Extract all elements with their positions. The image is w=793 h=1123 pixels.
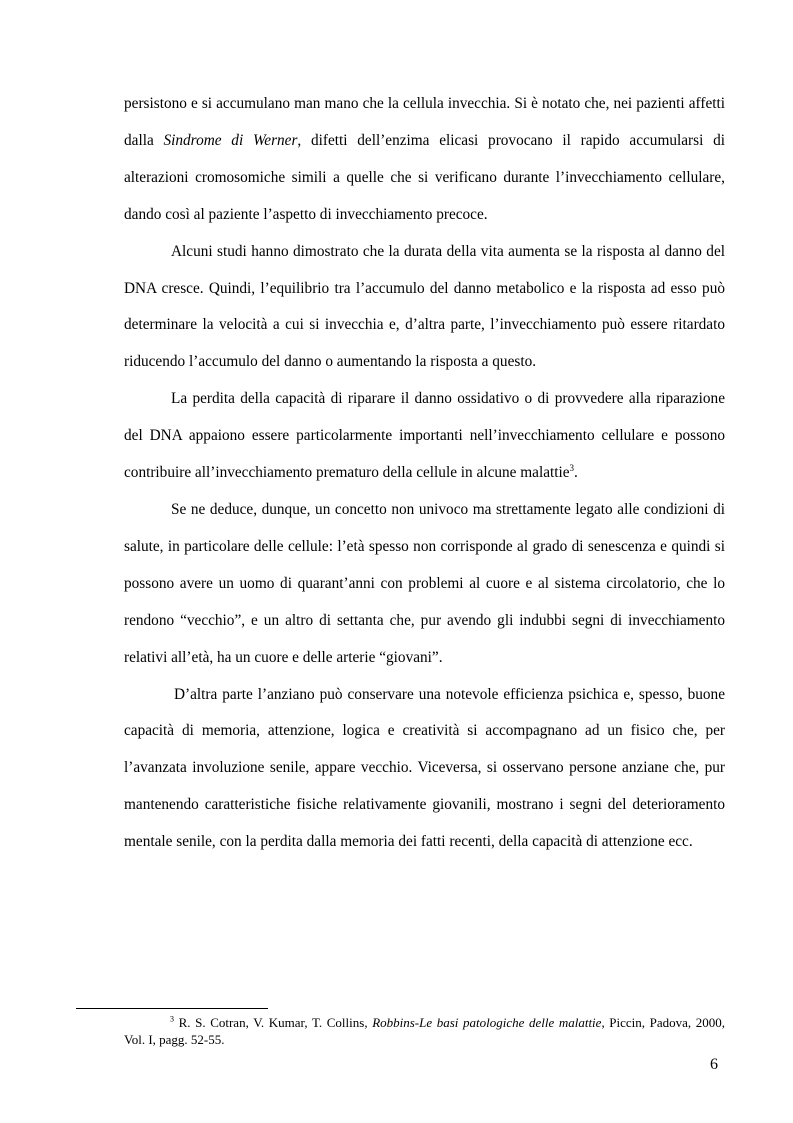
page-body bbox=[124, 86, 725, 861]
paragraph-5 bbox=[124, 677, 725, 862]
paragraph-4 bbox=[124, 492, 725, 677]
footnote-text-start: R. S. Cotran, V. Kumar, T. Collins, bbox=[174, 1015, 373, 1030]
paragraph-4-text: Se ne deduce, dunque, un concetto non univoco ma strettamente legato alle condizioni di salute, in particolare delle cellule: l’età spesso non corrisponde al grado di senescenza e quindi si possono avere un uomo di quarant’anni con problemi al cuore e al sistema circolatorio, che lo rendono “vecchio”, e un altro di settanta che, pur avendo gli indubbi segni di invecchiamento relativi all’età, ha un cuore e delle arterie “giovani”. bbox=[124, 500, 725, 666]
footnote bbox=[124, 1015, 725, 1048]
paragraph-2 bbox=[124, 234, 725, 382]
paragraph-1-text-end: , difetti dell’enzima elicasi provocano il rapido accumularsi di alterazioni cromosomiche simili a quelle che si verificano durante l’invecchiamento cellulare, dando così al paziente l’aspetto di invecchiamento precoce. bbox=[124, 131, 725, 223]
syndrome-name: Sindrome di Werner bbox=[163, 131, 298, 149]
footnote-number: 3 bbox=[170, 1014, 174, 1024]
page-number: 6 bbox=[710, 1056, 718, 1073]
footnote-book-title: Robbins-Le basi patologiche delle malattie bbox=[372, 1015, 602, 1030]
paragraph-3 bbox=[124, 381, 725, 492]
paragraph-1-text-start: persistono e si accumulano man mano che la cellula invecchia. Si è notato che, nei pazienti affetti dalla bbox=[124, 95, 725, 149]
footnote-text-end: , Piccin, Padova, 2000, Vol. I, pagg. 52-55. bbox=[124, 1015, 725, 1047]
paragraph-2-text: Alcuni studi hanno dimostrato che la durata della vita aumenta se la risposta al danno del DNA cresce. Quindi, l’equilibrio tra l’accumulo del danno metabolico e la risposta ad esso può determinare la velocità a cui si invecchia e, d’altra parte, l’invecchiamento può essere ritardato riducendo l’accumulo del danno o aumentando la risposta a questo. bbox=[124, 242, 725, 371]
paragraph-3-text: La perdita della capacità di riparare il danno ossidativo o di provvedere alla riparazione del DNA appaiono essere particolarmente importanti nell’invecchiamento cellulare e possono contribuire all’invecchiamento prematuro della cellule in alcune malattie bbox=[124, 390, 725, 482]
paragraph-5-text: D’altra parte l’anziano può conservare una notevole efficienza psichica e, spesso, buone capacità di memoria, attenzione, logica e creatività si accompagnano ad un fisico che, per l’avanzata involuzione senile, appare vecchio. Viceversa, si osservano persone anziane che, pur mantenendo caratteristiche fisiche relativamente giovanili, mostrano i segni del deterioramento mentale senile, con la perdita dalla memoria dei fatti recenti, della capacità di attenzione ecc. bbox=[124, 685, 725, 851]
footnote-separator bbox=[76, 1008, 268, 1009]
paragraph-3-text-end: . bbox=[574, 464, 578, 482]
footnote-reference[interactable]: 3 bbox=[569, 462, 575, 473]
paragraph-1 bbox=[124, 86, 725, 234]
